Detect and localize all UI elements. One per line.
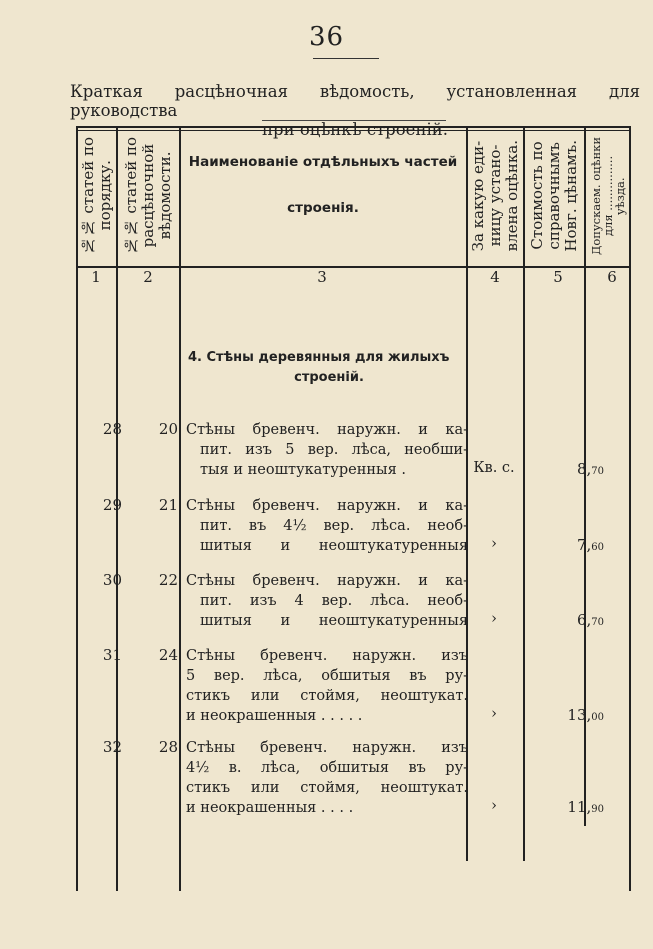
description-line: Стѣны бревенч. наружн. и ка- [186,422,468,438]
item-description [186,420,468,480]
price [526,706,604,724]
section-title-line-1: 4. Стѣны деревянныя для жилыхъ [188,350,450,365]
row-number: 32 [102,738,122,756]
description-line: шитыя и неоштукатуренныя [200,613,468,629]
price [526,460,604,478]
price-dec: 70 [591,617,604,628]
header-col-3-line-2: строенія. [287,200,359,216]
header-col-3-line-1: Наименованіе отдѣльныхъ частей [188,154,458,170]
price-int: 13, [567,706,592,724]
price-dec: 90 [591,804,604,815]
description-line: пит. въ 4½ вер. лѣса. необ- [200,518,468,534]
description-line: и неокрашенныя . . . . [186,800,354,816]
col-rule-2 [179,126,181,891]
price [526,611,604,629]
page-number-rule [313,58,379,59]
ref-number: 22 [158,571,178,589]
section-title [188,348,470,388]
col-number-5: 5 [553,268,563,286]
price-dec: 60 [591,542,604,553]
description-line: 5 вер. лѣса, обшитыя въ ру- [186,668,468,684]
col-number-4: 4 [490,268,500,286]
title-line-1: Краткая расцѣночная вѣдомость, установленная для руководства [70,82,640,120]
description-line: стикъ или стоймя, неоштукат. [186,780,468,796]
row-number: 28 [102,420,122,438]
price-int: 8, [576,460,592,478]
price-int: 6, [576,611,592,629]
item-description [186,496,468,556]
page-number: 36 [308,22,345,52]
description-line: и неокрашенныя . . . . . [186,708,363,724]
header-col-2: №№ статей по расцѣночной вѣдомости. [122,137,174,255]
unit: › [491,611,497,627]
unit: Кв. с. [473,460,515,476]
description-line: Стѣны бревенч. наружн. изъ [186,648,468,664]
ref-number: 20 [158,420,178,438]
description-line: пит. изъ 4 вер. лѣса. необ- [200,593,468,609]
ref-number: 24 [158,646,178,664]
price-int: 11, [567,798,592,816]
header-col-3 [180,154,466,216]
unit: › [491,536,497,552]
unit: › [491,706,497,722]
row-number: 31 [102,646,122,664]
title-underline [262,120,446,121]
header-col-1: №№ статей по порядку. [79,137,114,255]
description-line: шитыя и неоштукатуренныя [200,538,468,554]
description-line: Стѣны бревенч. наружн. изъ [186,740,468,756]
description-line: стикъ или стоймя, неоштукат. [186,688,468,704]
item-description [186,738,468,818]
item-description [186,646,468,726]
row-number: 29 [102,496,122,514]
col-number-2: 2 [143,268,153,286]
price-dec: 70 [591,466,604,477]
description-line: пит. изъ 5 вер. лѣса, необши- [200,442,468,458]
col-number-1: 1 [91,268,101,286]
valuation-table [76,126,631,891]
price-int: 7, [576,536,592,554]
description-line: Стѣны бревенч. наружн. и ка- [186,573,468,589]
description-line: тыя и неоштукатуренныя . [200,462,406,478]
ref-number: 21 [158,496,178,514]
header-col-4: За какую еди- ницу устано- влена оцѣнка. [469,140,521,252]
col-rule-6 [629,126,631,891]
row-number: 30 [102,571,122,589]
col-number-6: 6 [607,268,617,286]
description-line: 4½ в. лѣса, обшитыя въ ру- [186,760,468,776]
section-title-line-2: строеній. [294,370,364,385]
header-col-5: Стоимость по справочнымъ Новг. цѣнамъ. [528,140,580,252]
unit: › [491,798,497,814]
item-description [186,571,468,631]
col-number-3: 3 [317,268,327,286]
ref-number: 28 [158,738,178,756]
price-dec: 00 [591,712,604,723]
price [526,536,604,554]
description-line: Стѣны бревенч. наружн. и ка- [186,498,468,514]
header-col-6: Допускаем. оцѣнки для ............... уѣзда. [588,136,627,256]
price [526,798,604,816]
